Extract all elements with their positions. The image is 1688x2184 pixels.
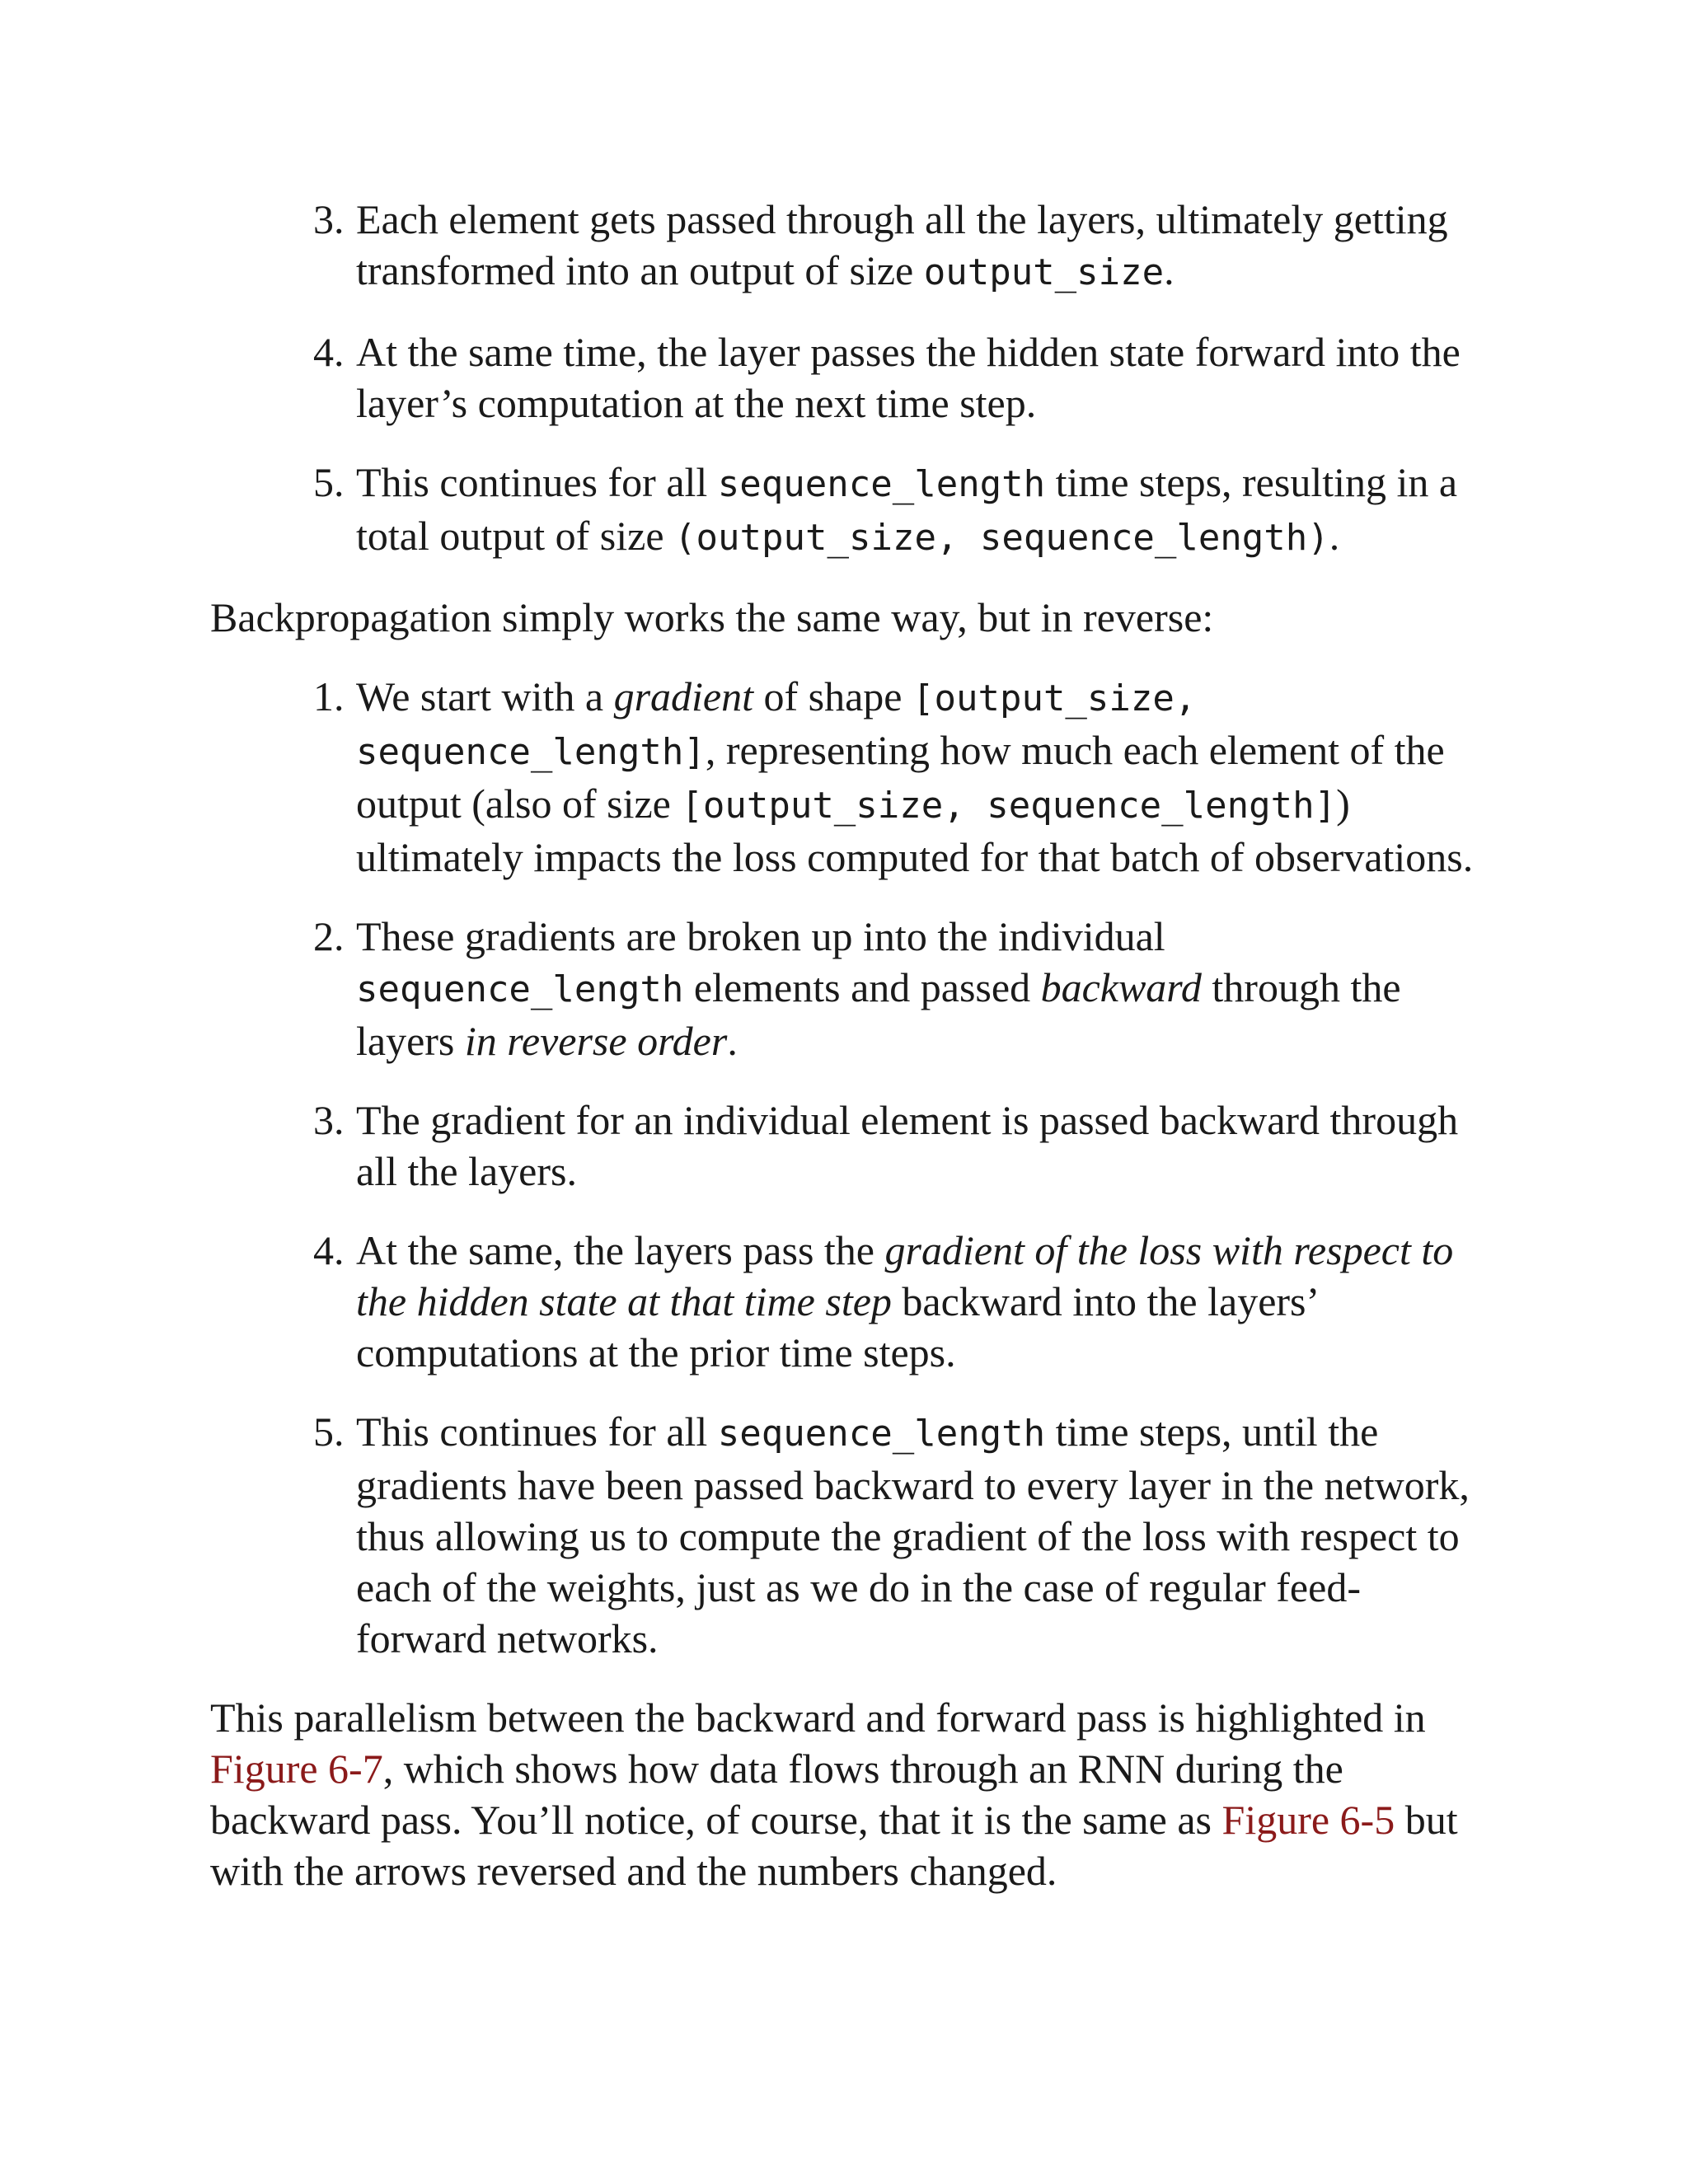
emphasis-text: gradient [613, 673, 753, 719]
backprop-intro: Backpropagation simply works the same way, but in reverse: [210, 594, 1214, 640]
text-run: elements and passed [683, 964, 1041, 1010]
text-run: These gradients are broken up into the individual [356, 913, 1165, 959]
inline-code: (output_size, sequence_length) [674, 517, 1329, 559]
list-number: 4. [313, 329, 345, 375]
text-run: Each element gets passed through all the layers, ultimately getting transformed into an output of size [356, 196, 1448, 293]
figure-link[interactable]: Figure 6-7 [210, 1746, 383, 1792]
text-run: . [1164, 247, 1175, 293]
emphasis-text: in reverse order [464, 1018, 728, 1064]
inline-code: sequence_length [356, 968, 684, 1010]
figure-link[interactable]: Figure 6-5 [1221, 1797, 1395, 1843]
text-run: ) ultimately impacts the loss computed for that batch of observations. [356, 780, 1474, 880]
list-item [313, 457, 1484, 564]
list-item-text [356, 1406, 1484, 1664]
list-number: 2. [313, 913, 345, 959]
emphasis-text: backward [1040, 964, 1202, 1010]
list-item [313, 326, 1484, 429]
text-run: time steps, until the gradients have been passed backward to every layer in the network, thus allowing us to compute the gradient of the loss with respect to each of the weights, just as we do in the case of regular feed-forward networks. [356, 1408, 1470, 1661]
list-number: 5. [313, 459, 345, 505]
text-run: . [1329, 513, 1340, 559]
text-run: , which shows how data flows through an RNN during the backward pass. You’ll notice, of course, that it is the same as [210, 1746, 1343, 1843]
inline-code: [output_size, sequence_length] [681, 785, 1337, 827]
list-item-text [356, 194, 1484, 298]
forward-pass-list [210, 194, 1484, 564]
list-item-text [356, 1225, 1484, 1378]
list-item-text [356, 911, 1484, 1066]
text-run: , representing how much each element of the output (also of size [356, 727, 1445, 827]
inline-code: sequence_length [717, 1413, 1046, 1455]
text-run: This parallelism between the backward and forward pass is highlighted in [210, 1694, 1426, 1741]
list-item [313, 1225, 1484, 1378]
backward-pass-list [210, 671, 1484, 1664]
text-run: but with the arrows reversed and the numbers changed. [210, 1797, 1458, 1894]
text-run: backward into the layers’ computations at the prior time steps. [356, 1278, 1317, 1376]
list-item [313, 671, 1484, 883]
list-number: 3. [313, 1097, 345, 1143]
text-run: We start with a [356, 673, 614, 719]
list-item [313, 911, 1484, 1066]
text-run: of shape [753, 673, 912, 719]
list-item-text [356, 671, 1484, 883]
list-number: 1. [313, 673, 345, 719]
list-item-text [356, 1094, 1484, 1197]
text-run: At the same time, the layer passes the hidden state forward into the layer’s computation at the next time step. [356, 329, 1461, 426]
text-run: At the same, the layers pass the [356, 1227, 885, 1273]
text-run: through the layers [356, 964, 1401, 1064]
list-number: 4. [313, 1227, 345, 1273]
list-item [313, 1094, 1484, 1197]
inline-code: output_size [923, 251, 1165, 293]
list-item-text [356, 457, 1484, 564]
list-item [313, 194, 1484, 298]
list-number: 3. [313, 196, 345, 242]
list-item-text [356, 326, 1484, 429]
list-item [313, 1406, 1484, 1664]
inline-code: [output_size, sequence_length] [356, 677, 1197, 773]
text-run: This continues for all [356, 459, 718, 505]
closing-paragraph [210, 1692, 1484, 1896]
text-run: This continues for all [356, 1408, 718, 1455]
emphasis-text: gradient of the loss with respect to the hidden state at that time step [356, 1227, 1454, 1324]
page-content [210, 194, 1484, 1924]
text-run: time steps, resulting in a total output of size [356, 459, 1458, 559]
inline-code: sequence_length [717, 463, 1046, 505]
text-run: The gradient for an individual element is passed backward through all the layers. [356, 1097, 1459, 1194]
list-number: 5. [313, 1408, 345, 1455]
text-run: . [727, 1018, 738, 1064]
